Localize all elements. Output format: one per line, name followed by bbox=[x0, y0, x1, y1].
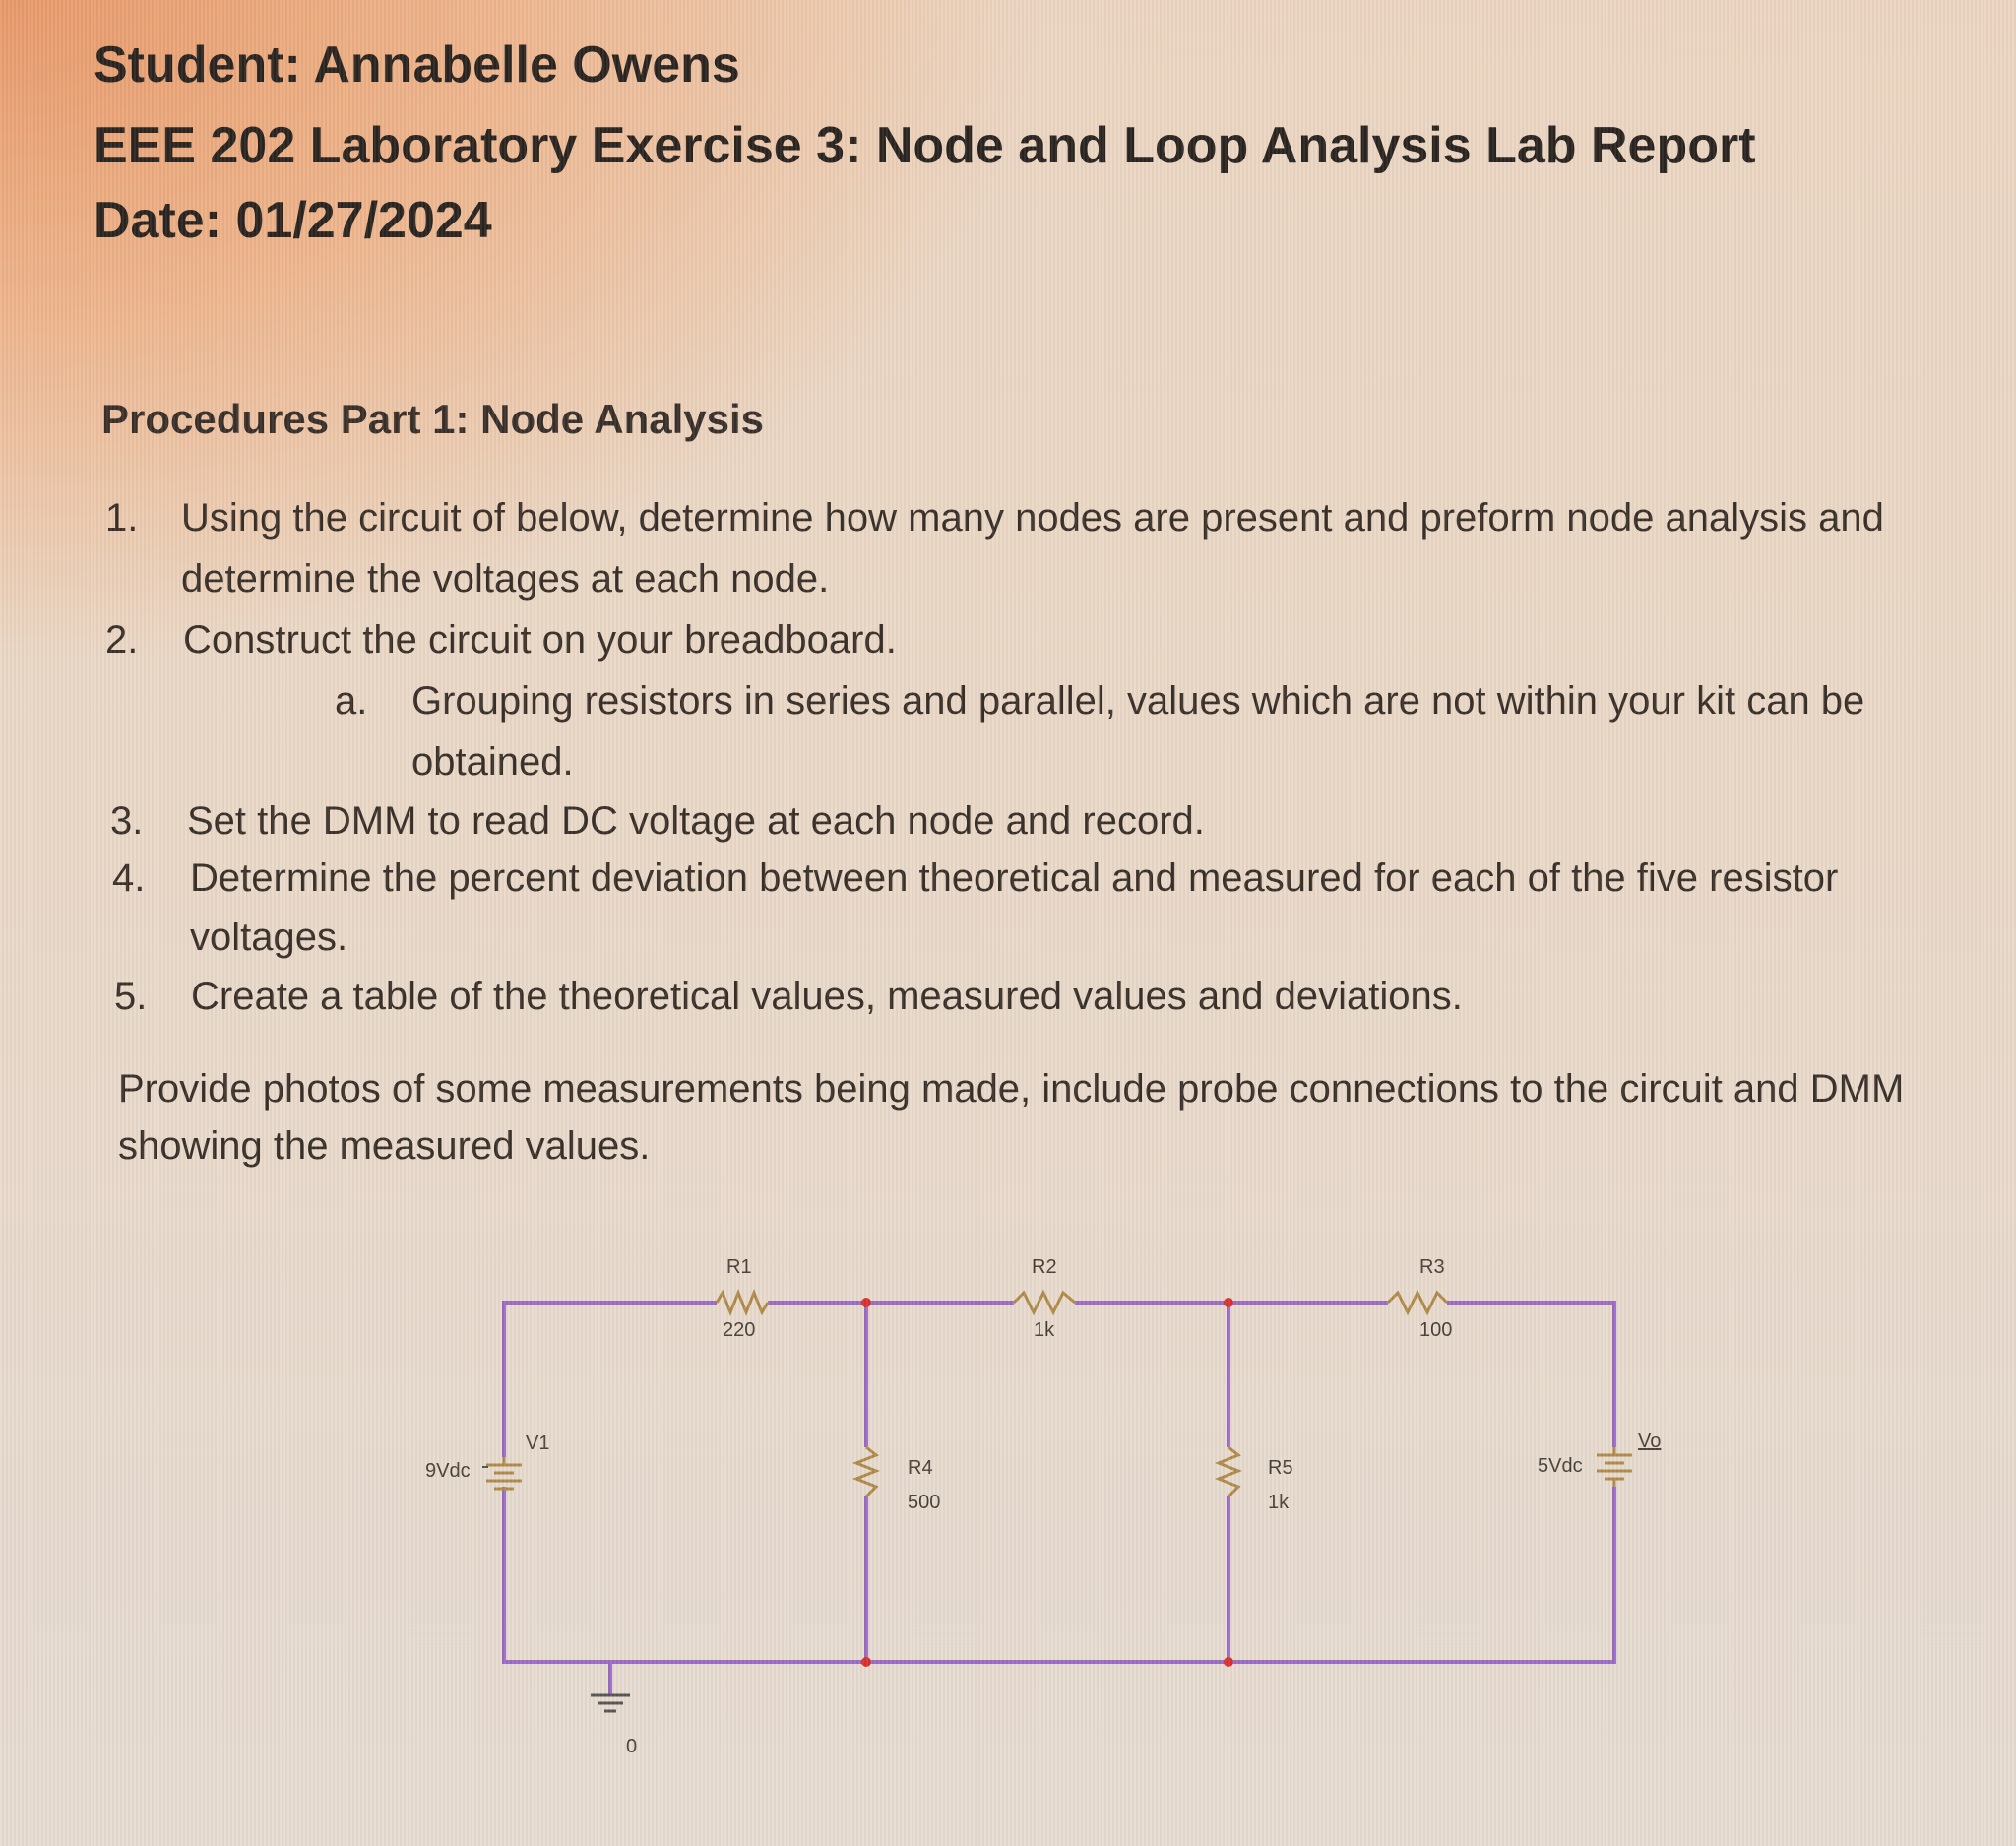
r3-value: 100 bbox=[1419, 1319, 1453, 1341]
item-number: a. bbox=[335, 679, 368, 723]
r5-value: 1k bbox=[1268, 1492, 1290, 1513]
r3-name: R3 bbox=[1419, 1256, 1445, 1278]
list-item: determine the voltages at each node. bbox=[181, 557, 830, 601]
list-item: Create a table of the theoretical values, measured values and deviations. bbox=[191, 975, 1463, 1018]
list-item: Grouping resistors in series and parallel, values which are not within your kit can be bbox=[411, 679, 1865, 723]
item-number: 1. bbox=[105, 496, 139, 540]
resistor-r2 bbox=[1014, 1293, 1075, 1312]
v1-value: 9Vdc bbox=[425, 1460, 471, 1482]
item-number: 5. bbox=[114, 975, 148, 1018]
list-item: voltages. bbox=[190, 916, 348, 959]
node-dots bbox=[861, 1298, 1233, 1667]
list-item: obtained. bbox=[411, 740, 574, 784]
photo-note-line: showing the measured values. bbox=[118, 1124, 651, 1168]
item-number: 2. bbox=[105, 618, 139, 662]
v2-value: 5Vdc bbox=[1538, 1455, 1583, 1477]
list-item: Construct the circuit on your breadboard. bbox=[183, 618, 897, 662]
r4-value: 500 bbox=[908, 1492, 941, 1513]
r1-value: 220 bbox=[723, 1319, 756, 1341]
r2-value: 1k bbox=[1034, 1319, 1055, 1341]
ground-label: 0 bbox=[626, 1736, 638, 1757]
r1-name: R1 bbox=[726, 1256, 752, 1278]
resistor-r4 bbox=[856, 1447, 876, 1496]
v1-name: V1 bbox=[526, 1432, 550, 1454]
circuit-wires bbox=[504, 1303, 1614, 1695]
source-v1 bbox=[482, 1457, 522, 1489]
list-item: Set the DMM to read DC voltage at each node and record. bbox=[187, 799, 1205, 843]
resistor-r5 bbox=[1219, 1447, 1238, 1496]
source-v2 bbox=[1597, 1447, 1632, 1487]
report-title: EEE 202 Laboratory Exercise 3: Node and Loop Analysis Lab Report bbox=[94, 117, 1756, 174]
r2-name: R2 bbox=[1032, 1256, 1057, 1278]
r5-name: R5 bbox=[1268, 1457, 1293, 1479]
item-number: 3. bbox=[110, 799, 144, 843]
vo-label: Vo bbox=[1638, 1431, 1662, 1452]
resistor-r3 bbox=[1388, 1293, 1447, 1312]
photo-note-line: Provide photos of some measurements being made, include probe connections to the circuit and DMM bbox=[118, 1067, 1905, 1111]
student-name: Student: Annabelle Owens bbox=[94, 36, 740, 94]
report-date: Date: 01/27/2024 bbox=[94, 192, 492, 249]
section-heading: Procedures Part 1: Node Analysis bbox=[101, 396, 765, 442]
ground-symbol bbox=[591, 1695, 630, 1711]
list-item: Determine the percent deviation between theoretical and measured for each of the five resistor bbox=[190, 857, 1839, 900]
list-item: Using the circuit of below, determine how many nodes are present and preform node analysis and bbox=[181, 496, 1884, 540]
r4-name: R4 bbox=[908, 1457, 933, 1479]
resistor-r1 bbox=[717, 1293, 768, 1312]
item-number: 4. bbox=[112, 857, 146, 900]
